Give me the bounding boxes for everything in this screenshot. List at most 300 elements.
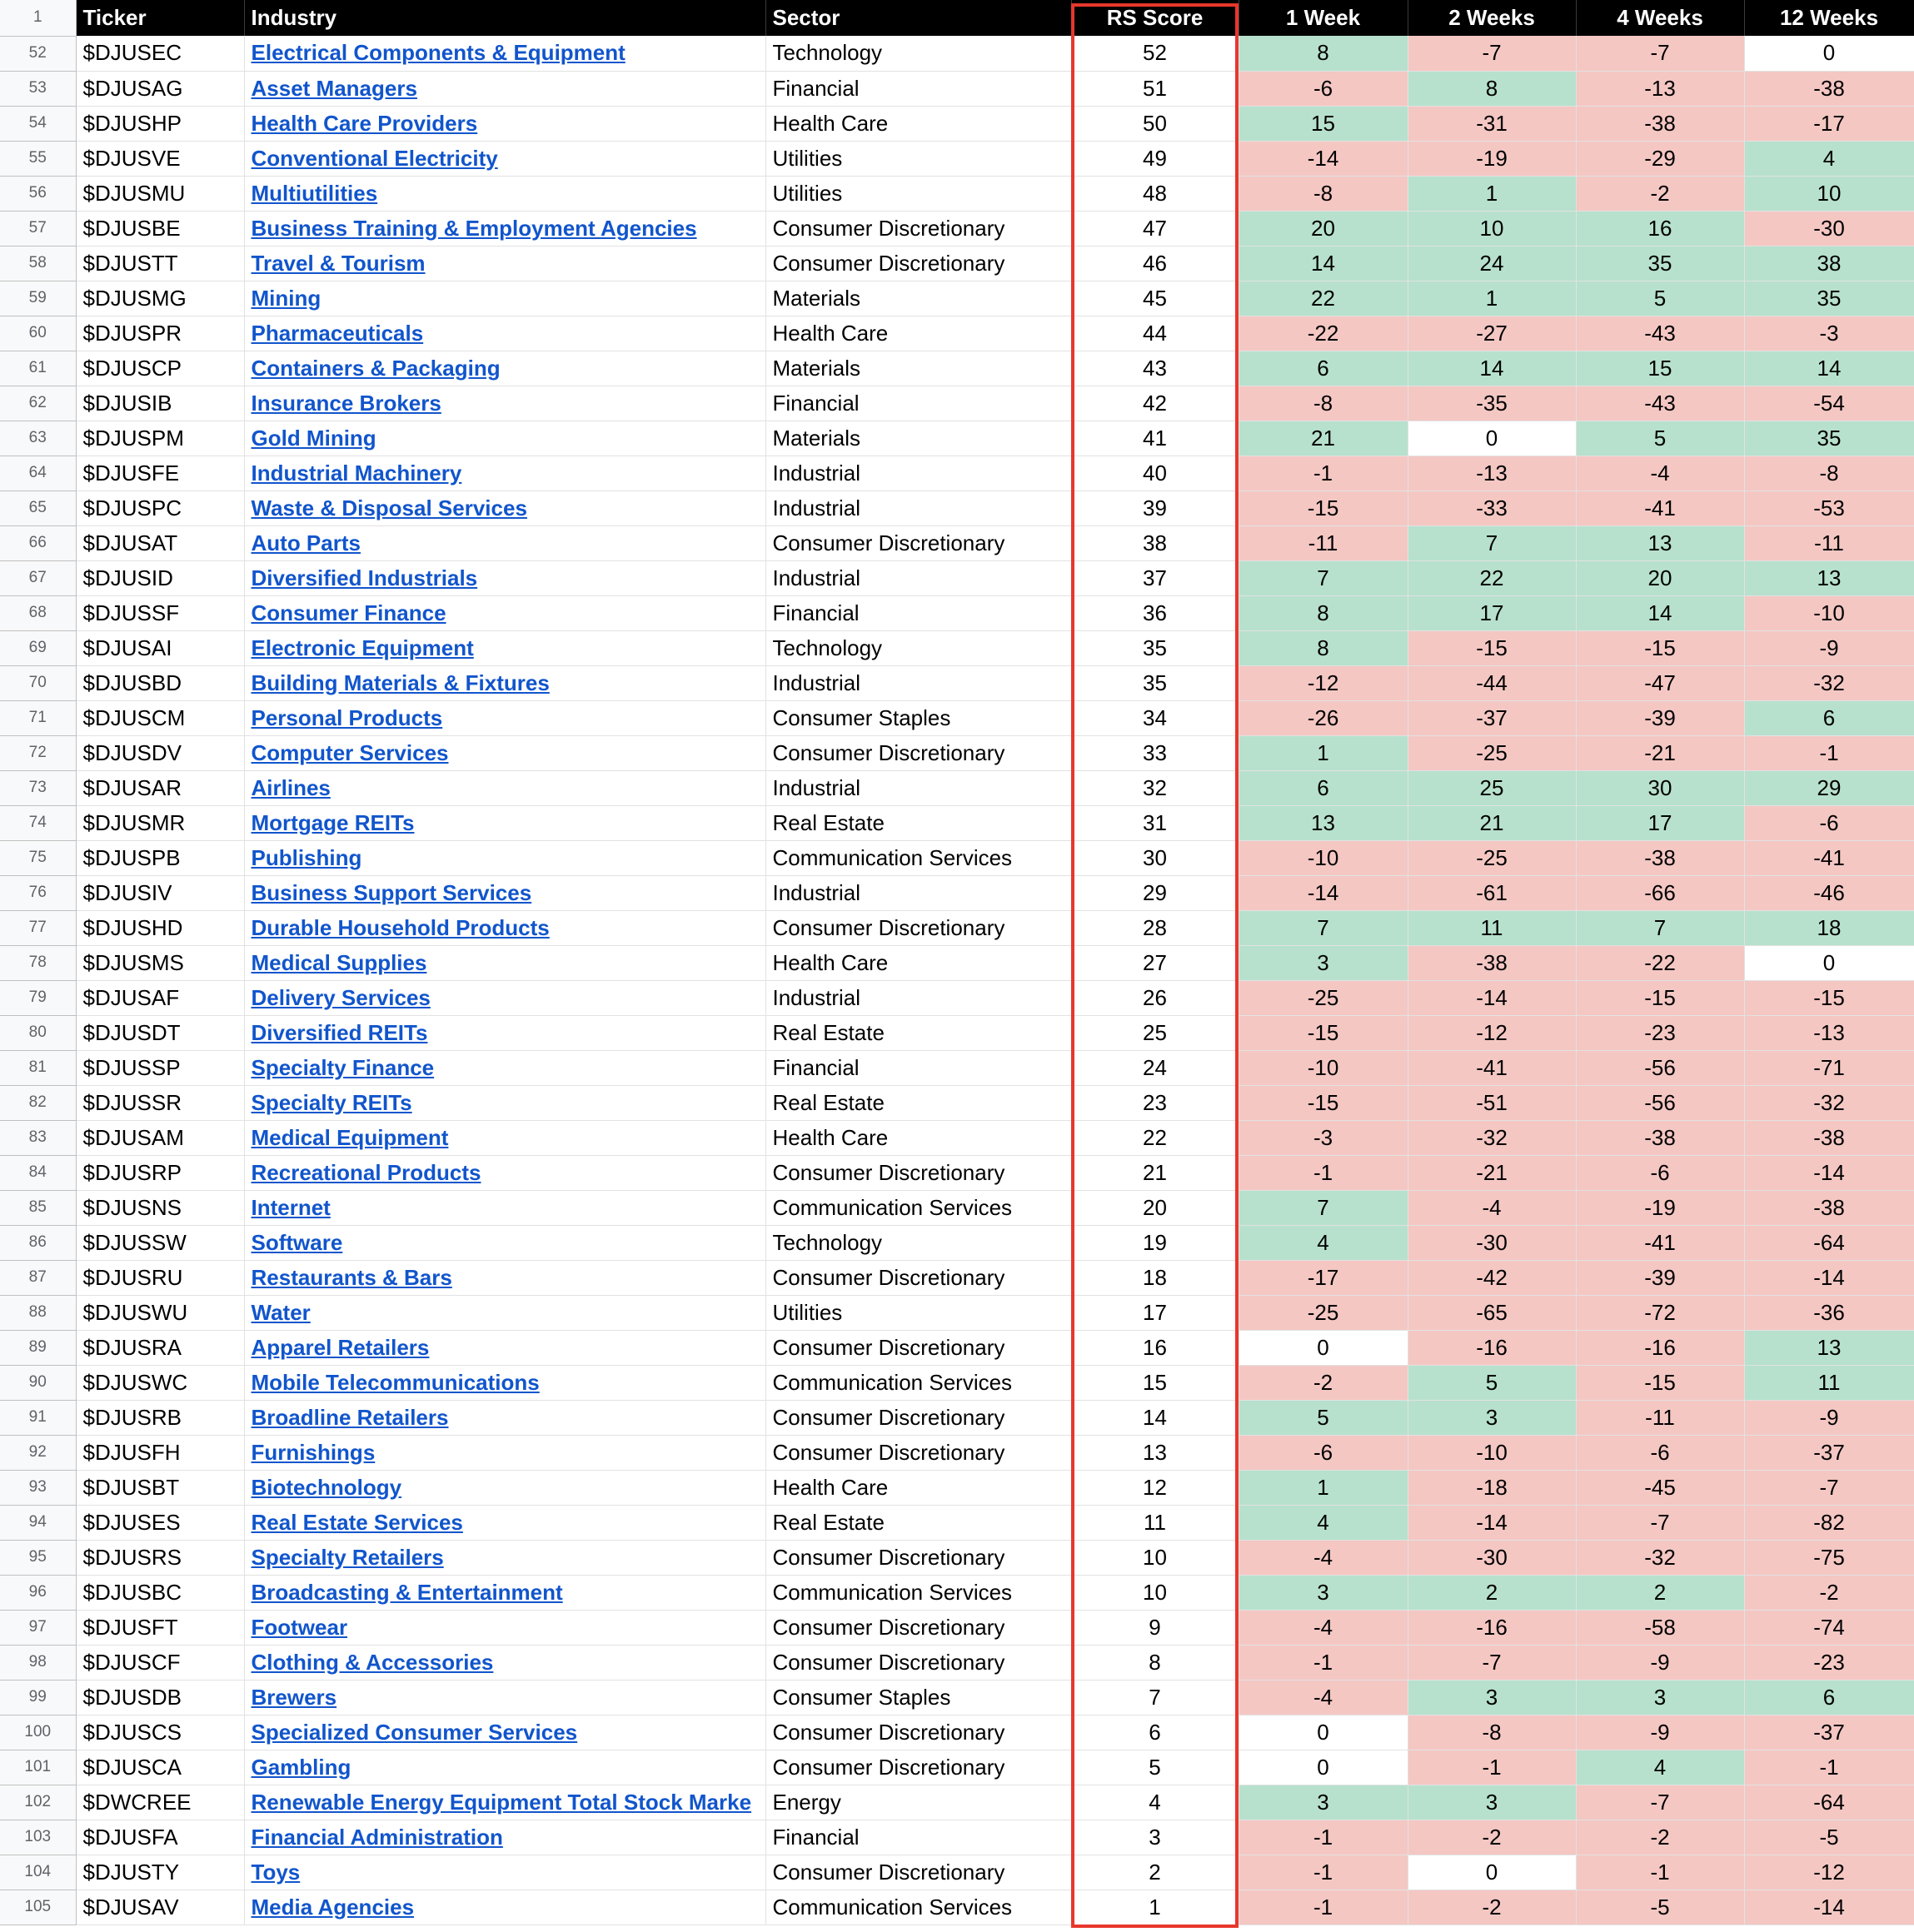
- week1-cell[interactable]: -4: [1239, 1680, 1408, 1715]
- week4-cell[interactable]: -7: [1576, 1505, 1744, 1540]
- week1-cell[interactable]: 0: [1239, 1750, 1408, 1785]
- row-number[interactable]: 81: [0, 1050, 76, 1085]
- week1-cell[interactable]: -8: [1239, 386, 1408, 421]
- rs-score-cell[interactable]: 24: [1071, 1050, 1239, 1085]
- ticker-cell[interactable]: $DJUSMU: [76, 176, 244, 211]
- industry-link[interactable]: Gambling: [251, 1754, 351, 1780]
- sector-cell[interactable]: Utilities: [765, 1295, 1071, 1330]
- ticker-cell[interactable]: $DJUSWC: [76, 1365, 244, 1400]
- row-number[interactable]: 93: [0, 1470, 76, 1505]
- week2-cell[interactable]: -7: [1408, 36, 1576, 71]
- week4-cell[interactable]: -45: [1576, 1470, 1744, 1505]
- week4-cell[interactable]: -43: [1576, 386, 1744, 421]
- ticker-cell[interactable]: $DJUSBT: [76, 1470, 244, 1505]
- week4-cell[interactable]: -41: [1576, 1225, 1744, 1260]
- week2-column-header[interactable]: 2 Weeks: [1408, 0, 1576, 36]
- rs-score-cell[interactable]: 8: [1071, 1645, 1239, 1680]
- week1-cell[interactable]: -25: [1239, 980, 1408, 1015]
- ticker-cell[interactable]: $DJUSAV: [76, 1890, 244, 1925]
- sector-cell[interactable]: Communication Services: [765, 1575, 1071, 1610]
- ticker-cell[interactable]: $DJUSPM: [76, 421, 244, 456]
- week12-cell[interactable]: -9: [1744, 1400, 1914, 1435]
- week1-cell[interactable]: -1: [1239, 1890, 1408, 1925]
- industry-link[interactable]: Travel & Tourism: [251, 250, 426, 276]
- week1-cell[interactable]: -1: [1239, 456, 1408, 490]
- week12-cell[interactable]: -82: [1744, 1505, 1914, 1540]
- week4-cell[interactable]: -15: [1576, 630, 1744, 665]
- ticker-cell[interactable]: $DJUSAG: [76, 71, 244, 106]
- rs-score-cell[interactable]: 37: [1071, 560, 1239, 595]
- industry-link[interactable]: Mining: [251, 285, 321, 311]
- week12-cell[interactable]: -9: [1744, 630, 1914, 665]
- sector-cell[interactable]: Consumer Discretionary: [765, 1540, 1071, 1575]
- week2-cell[interactable]: -27: [1408, 316, 1576, 351]
- row-number[interactable]: 64: [0, 456, 76, 490]
- week12-cell[interactable]: 14: [1744, 351, 1914, 386]
- ticker-cell[interactable]: $DJUSAF: [76, 980, 244, 1015]
- week12-cell[interactable]: -14: [1744, 1890, 1914, 1925]
- week4-cell[interactable]: -38: [1576, 106, 1744, 141]
- row-number[interactable]: 67: [0, 560, 76, 595]
- sector-cell[interactable]: Real Estate: [765, 1505, 1071, 1540]
- rs-score-cell[interactable]: 39: [1071, 490, 1239, 525]
- sector-cell[interactable]: Energy: [765, 1785, 1071, 1820]
- week12-cell[interactable]: -38: [1744, 1190, 1914, 1225]
- ticker-cell[interactable]: $DJUSAR: [76, 770, 244, 805]
- row-number[interactable]: 82: [0, 1085, 76, 1120]
- ticker-cell[interactable]: $DJUSPC: [76, 490, 244, 525]
- week12-cell[interactable]: 13: [1744, 1330, 1914, 1365]
- row-number[interactable]: 99: [0, 1680, 76, 1715]
- week12-cell[interactable]: 10: [1744, 176, 1914, 211]
- week12-cell[interactable]: -38: [1744, 71, 1914, 106]
- row-number[interactable]: 88: [0, 1295, 76, 1330]
- week4-cell[interactable]: -11: [1576, 1400, 1744, 1435]
- industry-column-header[interactable]: Industry: [244, 0, 765, 36]
- rs-score-cell[interactable]: 21: [1071, 1155, 1239, 1190]
- ticker-cell[interactable]: $DJUSDB: [76, 1680, 244, 1715]
- row-number[interactable]: 78: [0, 945, 76, 980]
- week12-cell[interactable]: -3: [1744, 316, 1914, 351]
- sector-cell[interactable]: Utilities: [765, 141, 1071, 176]
- sector-cell[interactable]: Industrial: [765, 980, 1071, 1015]
- row-number[interactable]: 66: [0, 525, 76, 560]
- industry-link[interactable]: Real Estate Services: [251, 1509, 463, 1535]
- week4-cell[interactable]: 15: [1576, 351, 1744, 386]
- rs-score-cell[interactable]: 9: [1071, 1610, 1239, 1645]
- rs-score-cell[interactable]: 12: [1071, 1470, 1239, 1505]
- week2-cell[interactable]: 17: [1408, 595, 1576, 630]
- industry-link[interactable]: Financial Administration: [251, 1824, 503, 1850]
- industry-link[interactable]: Industrial Machinery: [251, 460, 462, 485]
- week2-cell[interactable]: 3: [1408, 1680, 1576, 1715]
- rs-score-cell[interactable]: 32: [1071, 770, 1239, 805]
- row-number[interactable]: 80: [0, 1015, 76, 1050]
- week12-cell[interactable]: -14: [1744, 1260, 1914, 1295]
- rs-score-cell[interactable]: 18: [1071, 1260, 1239, 1295]
- ticker-cell[interactable]: $DJUSCP: [76, 351, 244, 386]
- rs-score-cell[interactable]: 11: [1071, 1505, 1239, 1540]
- industry-link[interactable]: Renewable Energy Equipment Total Stock Marke: [251, 1789, 752, 1815]
- week2-cell[interactable]: 25: [1408, 770, 1576, 805]
- ticker-cell[interactable]: $DJUSBE: [76, 211, 244, 246]
- rs-score-cell[interactable]: 45: [1071, 281, 1239, 316]
- sector-cell[interactable]: Health Care: [765, 945, 1071, 980]
- row-number[interactable]: 98: [0, 1645, 76, 1680]
- sector-cell[interactable]: Utilities: [765, 176, 1071, 211]
- week12-cell[interactable]: 35: [1744, 281, 1914, 316]
- industry-link[interactable]: Broadline Retailers: [251, 1404, 449, 1430]
- week12-cell[interactable]: -11: [1744, 525, 1914, 560]
- rs-score-cell[interactable]: 47: [1071, 211, 1239, 246]
- week4-cell[interactable]: -21: [1576, 735, 1744, 770]
- sector-cell[interactable]: Technology: [765, 36, 1071, 71]
- industry-link[interactable]: Business Support Services: [251, 879, 532, 905]
- week12-cell[interactable]: 6: [1744, 700, 1914, 735]
- week4-cell[interactable]: -47: [1576, 665, 1744, 700]
- week4-cell[interactable]: -7: [1576, 36, 1744, 71]
- week1-cell[interactable]: -1: [1239, 1155, 1408, 1190]
- week2-cell[interactable]: -51: [1408, 1085, 1576, 1120]
- week4-cell[interactable]: -4: [1576, 456, 1744, 490]
- rs-score-cell[interactable]: 4: [1071, 1785, 1239, 1820]
- row-number[interactable]: 68: [0, 595, 76, 630]
- row-number[interactable]: 62: [0, 386, 76, 421]
- week4-cell[interactable]: 20: [1576, 560, 1744, 595]
- week4-cell[interactable]: -9: [1576, 1645, 1744, 1680]
- row-number[interactable]: 79: [0, 980, 76, 1015]
- row-number[interactable]: 105: [0, 1890, 76, 1925]
- week4-cell[interactable]: -66: [1576, 875, 1744, 910]
- row-number[interactable]: 95: [0, 1540, 76, 1575]
- rs-score-cell[interactable]: 25: [1071, 1015, 1239, 1050]
- week12-cell[interactable]: -1: [1744, 1750, 1914, 1785]
- rs-score-cell[interactable]: 14: [1071, 1400, 1239, 1435]
- ticker-cell[interactable]: $DJUSDT: [76, 1015, 244, 1050]
- row-number[interactable]: 83: [0, 1120, 76, 1155]
- sector-cell[interactable]: Financial: [765, 595, 1071, 630]
- rs-score-cell[interactable]: 20: [1071, 1190, 1239, 1225]
- week4-cell[interactable]: 14: [1576, 595, 1744, 630]
- industry-link[interactable]: Software: [251, 1229, 343, 1255]
- row-number[interactable]: 102: [0, 1785, 76, 1820]
- industry-link[interactable]: Electronic Equipment: [251, 635, 474, 660]
- industry-link[interactable]: Publishing: [251, 844, 362, 870]
- sector-cell[interactable]: Health Care: [765, 1120, 1071, 1155]
- sector-column-header[interactable]: Sector: [765, 0, 1071, 36]
- ticker-cell[interactable]: $DJUSFT: [76, 1610, 244, 1645]
- ticker-cell[interactable]: $DJUSEC: [76, 36, 244, 71]
- sector-cell[interactable]: Financial: [765, 71, 1071, 106]
- row-number[interactable]: 72: [0, 735, 76, 770]
- row-number[interactable]: 90: [0, 1365, 76, 1400]
- week2-cell[interactable]: 22: [1408, 560, 1576, 595]
- week12-cell[interactable]: -14: [1744, 1155, 1914, 1190]
- week12-cell[interactable]: -32: [1744, 1085, 1914, 1120]
- week2-cell[interactable]: -65: [1408, 1295, 1576, 1330]
- week1-cell[interactable]: -10: [1239, 1050, 1408, 1085]
- row-number[interactable]: 58: [0, 246, 76, 281]
- week2-cell[interactable]: -30: [1408, 1225, 1576, 1260]
- ticker-cell[interactable]: $DJUSMS: [76, 945, 244, 980]
- sector-cell[interactable]: Industrial: [765, 665, 1071, 700]
- row-number[interactable]: 71: [0, 700, 76, 735]
- week2-cell[interactable]: 1: [1408, 176, 1576, 211]
- row-number[interactable]: 53: [0, 71, 76, 106]
- week2-cell[interactable]: 2: [1408, 1575, 1576, 1610]
- week2-cell[interactable]: -13: [1408, 456, 1576, 490]
- week4-cell[interactable]: -38: [1576, 1120, 1744, 1155]
- week1-cell[interactable]: 8: [1239, 36, 1408, 71]
- week2-cell[interactable]: -14: [1408, 1505, 1576, 1540]
- row-number[interactable]: 92: [0, 1435, 76, 1470]
- week4-cell[interactable]: 5: [1576, 421, 1744, 456]
- week1-cell[interactable]: -1: [1239, 1820, 1408, 1855]
- row-number[interactable]: 52: [0, 36, 76, 71]
- row-number[interactable]: 59: [0, 281, 76, 316]
- week12-cell[interactable]: 18: [1744, 910, 1914, 945]
- rs-score-column-header[interactable]: RS Score: [1071, 0, 1239, 36]
- week12-cell[interactable]: 29: [1744, 770, 1914, 805]
- sector-cell[interactable]: Consumer Discretionary: [765, 1715, 1071, 1750]
- sector-cell[interactable]: Technology: [765, 630, 1071, 665]
- ticker-cell[interactable]: $DJUSIV: [76, 875, 244, 910]
- rs-score-cell[interactable]: 33: [1071, 735, 1239, 770]
- week12-cell[interactable]: -32: [1744, 665, 1914, 700]
- week2-cell[interactable]: -42: [1408, 1260, 1576, 1295]
- week2-cell[interactable]: -10: [1408, 1435, 1576, 1470]
- week12-cell[interactable]: -17: [1744, 106, 1914, 141]
- rs-score-cell[interactable]: 41: [1071, 421, 1239, 456]
- week1-cell[interactable]: -4: [1239, 1610, 1408, 1645]
- row-number[interactable]: 63: [0, 421, 76, 456]
- week1-cell[interactable]: -17: [1239, 1260, 1408, 1295]
- ticker-cell[interactable]: $DJUSTY: [76, 1855, 244, 1890]
- ticker-cell[interactable]: $DJUSMG: [76, 281, 244, 316]
- ticker-cell[interactable]: $DJUSIB: [76, 386, 244, 421]
- ticker-cell[interactable]: $DJUSRA: [76, 1330, 244, 1365]
- sector-cell[interactable]: Real Estate: [765, 805, 1071, 840]
- week2-cell[interactable]: 14: [1408, 351, 1576, 386]
- week2-cell[interactable]: -16: [1408, 1330, 1576, 1365]
- row-number[interactable]: 61: [0, 351, 76, 386]
- week2-cell[interactable]: 21: [1408, 805, 1576, 840]
- row-number[interactable]: 76: [0, 875, 76, 910]
- sector-cell[interactable]: Real Estate: [765, 1015, 1071, 1050]
- sector-cell[interactable]: Consumer Discretionary: [765, 246, 1071, 281]
- week1-cell[interactable]: 21: [1239, 421, 1408, 456]
- sector-cell[interactable]: Materials: [765, 351, 1071, 386]
- week1-cell[interactable]: 13: [1239, 805, 1408, 840]
- week12-cell[interactable]: -64: [1744, 1225, 1914, 1260]
- industry-link[interactable]: Conventional Electricity: [251, 145, 498, 171]
- ticker-cell[interactable]: $DJUSID: [76, 560, 244, 595]
- rs-score-cell[interactable]: 38: [1071, 525, 1239, 560]
- week12-cell[interactable]: 0: [1744, 36, 1914, 71]
- row-number[interactable]: 94: [0, 1505, 76, 1540]
- week4-cell[interactable]: -5: [1576, 1890, 1744, 1925]
- week1-cell[interactable]: -14: [1239, 875, 1408, 910]
- week2-cell[interactable]: -2: [1408, 1820, 1576, 1855]
- row-number[interactable]: 54: [0, 106, 76, 141]
- week2-cell[interactable]: -21: [1408, 1155, 1576, 1190]
- sector-cell[interactable]: Consumer Discretionary: [765, 1855, 1071, 1890]
- week4-column-header[interactable]: 4 Weeks: [1576, 0, 1744, 36]
- industry-link[interactable]: Specialty Finance: [251, 1054, 435, 1080]
- ticker-cell[interactable]: $DJUSRP: [76, 1155, 244, 1190]
- week4-cell[interactable]: -56: [1576, 1085, 1744, 1120]
- industry-link[interactable]: Personal Products: [251, 705, 443, 730]
- industry-link[interactable]: Mortgage REITs: [251, 809, 415, 835]
- ticker-cell[interactable]: $DJUSCF: [76, 1645, 244, 1680]
- sector-cell[interactable]: Materials: [765, 421, 1071, 456]
- week12-cell[interactable]: -75: [1744, 1540, 1914, 1575]
- ticker-cell[interactable]: $DJUSMR: [76, 805, 244, 840]
- rs-score-cell[interactable]: 26: [1071, 980, 1239, 1015]
- rs-score-cell[interactable]: 43: [1071, 351, 1239, 386]
- week1-cell[interactable]: -15: [1239, 1015, 1408, 1050]
- ticker-cell[interactable]: $DJUSSF: [76, 595, 244, 630]
- week1-cell[interactable]: 7: [1239, 1190, 1408, 1225]
- industry-link[interactable]: Specialty REITs: [251, 1089, 412, 1115]
- industry-link[interactable]: Asset Managers: [251, 75, 417, 101]
- week12-cell[interactable]: 0: [1744, 945, 1914, 980]
- week12-cell[interactable]: -36: [1744, 1295, 1914, 1330]
- rs-score-cell[interactable]: 28: [1071, 910, 1239, 945]
- week2-cell[interactable]: -33: [1408, 490, 1576, 525]
- week1-cell[interactable]: 8: [1239, 630, 1408, 665]
- sector-cell[interactable]: Financial: [765, 1820, 1071, 1855]
- week2-cell[interactable]: 1: [1408, 281, 1576, 316]
- week1-cell[interactable]: 1: [1239, 735, 1408, 770]
- sector-cell[interactable]: Consumer Discretionary: [765, 1750, 1071, 1785]
- industry-link[interactable]: Diversified Industrials: [251, 565, 478, 590]
- week4-cell[interactable]: -38: [1576, 840, 1744, 875]
- industry-link[interactable]: Brewers: [251, 1684, 337, 1710]
- sector-cell[interactable]: Materials: [765, 281, 1071, 316]
- row-number[interactable]: 60: [0, 316, 76, 351]
- industry-link[interactable]: Airlines: [251, 774, 331, 800]
- week12-cell[interactable]: -8: [1744, 456, 1914, 490]
- week4-cell[interactable]: -29: [1576, 141, 1744, 176]
- week1-cell[interactable]: -22: [1239, 316, 1408, 351]
- row-number[interactable]: 103: [0, 1820, 76, 1855]
- week4-cell[interactable]: 4: [1576, 1750, 1744, 1785]
- industry-link[interactable]: Footwear: [251, 1614, 348, 1640]
- week12-cell[interactable]: 13: [1744, 560, 1914, 595]
- sector-cell[interactable]: Consumer Discretionary: [765, 1330, 1071, 1365]
- rs-score-cell[interactable]: 22: [1071, 1120, 1239, 1155]
- week12-cell[interactable]: -38: [1744, 1120, 1914, 1155]
- row-number[interactable]: 100: [0, 1715, 76, 1750]
- week1-cell[interactable]: 4: [1239, 1225, 1408, 1260]
- ticker-cell[interactable]: $DJUSPR: [76, 316, 244, 351]
- row-number[interactable]: 70: [0, 665, 76, 700]
- industry-link[interactable]: Medical Supplies: [251, 949, 427, 975]
- industry-link[interactable]: Diversified REITs: [251, 1019, 428, 1045]
- ticker-cell[interactable]: $DJUSBC: [76, 1575, 244, 1610]
- week1-cell[interactable]: 20: [1239, 211, 1408, 246]
- week12-cell[interactable]: -12: [1744, 1855, 1914, 1890]
- week1-cell[interactable]: -12: [1239, 665, 1408, 700]
- week12-cell[interactable]: -1: [1744, 735, 1914, 770]
- week12-cell[interactable]: -15: [1744, 980, 1914, 1015]
- week2-cell[interactable]: -61: [1408, 875, 1576, 910]
- sector-cell[interactable]: Industrial: [765, 456, 1071, 490]
- week1-cell[interactable]: -3: [1239, 1120, 1408, 1155]
- row-number[interactable]: 101: [0, 1750, 76, 1785]
- week12-cell[interactable]: -7: [1744, 1470, 1914, 1505]
- week2-cell[interactable]: -12: [1408, 1015, 1576, 1050]
- industry-link[interactable]: Computer Services: [251, 739, 449, 765]
- ticker-cell[interactable]: $DJUSSW: [76, 1225, 244, 1260]
- industry-link[interactable]: Electrical Components & Equipment: [251, 40, 626, 66]
- week2-cell[interactable]: -8: [1408, 1715, 1576, 1750]
- week12-cell[interactable]: -37: [1744, 1715, 1914, 1750]
- week12-cell[interactable]: 6: [1744, 1680, 1914, 1715]
- week1-cell[interactable]: -1: [1239, 1645, 1408, 1680]
- sector-cell[interactable]: Real Estate: [765, 1085, 1071, 1120]
- week1-cell[interactable]: -15: [1239, 1085, 1408, 1120]
- industry-link[interactable]: Restaurants & Bars: [251, 1264, 452, 1290]
- week4-cell[interactable]: -15: [1576, 980, 1744, 1015]
- sector-cell[interactable]: Consumer Discretionary: [765, 910, 1071, 945]
- rs-score-cell[interactable]: 31: [1071, 805, 1239, 840]
- row-number[interactable]: 84: [0, 1155, 76, 1190]
- week2-cell[interactable]: -14: [1408, 980, 1576, 1015]
- row-number[interactable]: 89: [0, 1330, 76, 1365]
- week4-cell[interactable]: -13: [1576, 71, 1744, 106]
- sector-cell[interactable]: Consumer Discretionary: [765, 1645, 1071, 1680]
- rs-score-cell[interactable]: 15: [1071, 1365, 1239, 1400]
- week2-cell[interactable]: -31: [1408, 106, 1576, 141]
- week2-cell[interactable]: -4: [1408, 1190, 1576, 1225]
- ticker-cell[interactable]: $DJUSPB: [76, 840, 244, 875]
- week1-cell[interactable]: 0: [1239, 1330, 1408, 1365]
- industry-link[interactable]: Biotechnology: [251, 1474, 402, 1500]
- week2-cell[interactable]: -44: [1408, 665, 1576, 700]
- industry-link[interactable]: Consumer Finance: [251, 600, 446, 625]
- week2-cell[interactable]: -2: [1408, 1890, 1576, 1925]
- week2-cell[interactable]: 10: [1408, 211, 1576, 246]
- week4-cell[interactable]: -1: [1576, 1855, 1744, 1890]
- week12-cell[interactable]: -23: [1744, 1645, 1914, 1680]
- week2-cell[interactable]: -37: [1408, 700, 1576, 735]
- week4-cell[interactable]: -72: [1576, 1295, 1744, 1330]
- sector-cell[interactable]: Health Care: [765, 106, 1071, 141]
- week12-cell[interactable]: 11: [1744, 1365, 1914, 1400]
- week4-cell[interactable]: -39: [1576, 1260, 1744, 1295]
- industry-link[interactable]: Specialized Consumer Services: [251, 1719, 578, 1745]
- week12-cell[interactable]: -41: [1744, 840, 1914, 875]
- week1-cell[interactable]: -6: [1239, 1435, 1408, 1470]
- ticker-cell[interactable]: $DJUSES: [76, 1505, 244, 1540]
- sector-cell[interactable]: Health Care: [765, 316, 1071, 351]
- sector-cell[interactable]: Consumer Discretionary: [765, 1400, 1071, 1435]
- row-number[interactable]: 77: [0, 910, 76, 945]
- industry-link[interactable]: Multiutilities: [251, 180, 378, 206]
- row-number[interactable]: 86: [0, 1225, 76, 1260]
- rs-score-cell[interactable]: 50: [1071, 106, 1239, 141]
- sector-cell[interactable]: Consumer Discretionary: [765, 1435, 1071, 1470]
- rs-score-cell[interactable]: 27: [1071, 945, 1239, 980]
- sector-cell[interactable]: Financial: [765, 1050, 1071, 1085]
- rs-score-cell[interactable]: 35: [1071, 665, 1239, 700]
- sector-cell[interactable]: Consumer Staples: [765, 1680, 1071, 1715]
- week1-cell[interactable]: 7: [1239, 910, 1408, 945]
- week4-cell[interactable]: 30: [1576, 770, 1744, 805]
- industry-link[interactable]: Containers & Packaging: [251, 355, 501, 381]
